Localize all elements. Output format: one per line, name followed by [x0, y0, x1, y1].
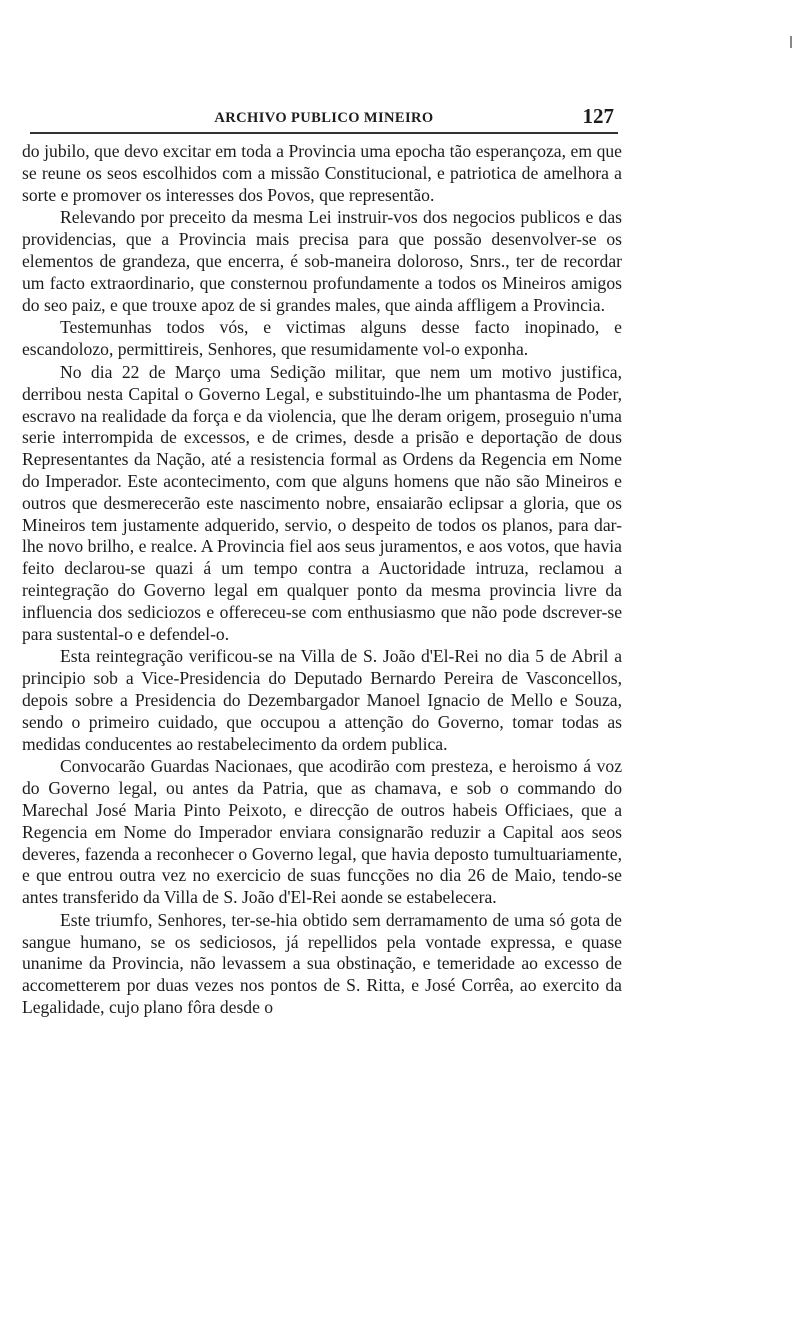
paragraph: Convocarão Guardas Nacionaes, que acodirão com presteza, e heroismo á voz do Governo legal, ou antes da Patria, que as chamava, e sob o commando do Marechal José Maria Pinto Peixoto, e direcção de outros habeis Officiaes, que a Regencia em Nome do Imperador enviara consignarão reduzir a Capital aos seos deveres, fazenda a reconhecer o Governo legal, que havia deposto tumultuariamente, e que entrou outra vez no exercicio de suas funcções no dia 26 de Maio, tendo-se antes transferido da Villa de S. João d'El-Rei aonde se estabelecera.	[22, 756, 622, 908]
paragraph: Esta reintegração verificou-se na Villa de S. João d'El-Rei no dia 5 de Abril a principio sob a Vice-Presidencia do Deputado Bernardo Pereira de Vasconcellos, depois sobre a Presidencia do Dezembargador Manoel Ignacio de Mello e Souza, sendo o primeiro cuidado, que occupou a attenção do Governo, tomar todas as medidas conducentes ao restabelecimento da ordem publica.	[22, 646, 622, 754]
paragraph: Testemunhas todos vós, e victimas alguns desse facto inopinado, e escandolozo, permittireis, Senhores, que resumidamente vol-o exponha.	[22, 317, 622, 360]
paragraph: Relevando por preceito da mesma Lei instruir-vos dos negocios publicos e das providencias, que a Provincia mais precisa para que possão desenvolver-se os elementos de grandeza, que encerra, é sob-maneira doloroso, Snrs., ter de recordar um facto extraordinario, que consternou profundamente a todos os Mineiros amigos do seo paiz, e que trouxe apoz de si grandes males, que ainda affligem a Provincia.	[22, 207, 622, 315]
paragraph-continuation: do jubilo, que devo excitar em toda a Provincia uma epocha tão esperançoza, em que se reune os seos escolhidos com a missão Constitucional, e patriotica de amelhora a sorte e promover os interesses dos Povos, que representão.	[22, 141, 622, 205]
scan-edge-mark	[790, 36, 792, 48]
running-header	[30, 104, 618, 134]
paragraph: Este triumfo, Senhores, ter-se-hia obtido sem derramamento de uma só gota de sangue humano, se os sediciosos, já repellidos pela vontade expressa, e quase unanime da Provincia, não levassem a sua obstinação, e temeridade ao excesso de accometterem por duas vezes nos pontos de S. Ritta, e José Corrêa, ao exercito da Legalidade, cujo plano fôra desde o	[22, 909, 622, 1018]
body-text	[22, 141, 622, 1019]
header-rule	[30, 132, 618, 134]
paragraph: No dia 22 de Março uma Sedição militar, que nem um motivo justifica, derribou nesta Capital o Governo Legal, e substituindo-lhe um phantasma de Poder, escravo na realidade da força e da violencia, que lhe deram origem, proseguio n'uma serie interrompida de excessos, e de crimes, desde a prisão e deportação de dous Representantes da Nação, até a resistencia formal as Ordens da Regencia em Nome do Imperador. Este acontecimento, com que alguns homens que não são Mineiros e outros que desmerecerão este nascimento nobre, ensaiarão eclipsar a gloria, que os Mineiros tem justamente adquerido, servio, o despeito de todos os planos, para dar-lhe novo brilho, e realce. A Provincia fiel aos seus juramentos, e aos votos, que havia feito declarou-se quazi á um tempo contra a Auctoridade intruza, reclamou a reintegração do Governo legal em qualquer ponto da mesma provincia livre da influencia dos sediciozos e offereceu-se com enthusiasmo que não pode dscrever-se para sustental-o e defendel-o.	[22, 361, 622, 644]
header-title: ARCHIVO PUBLICO MINEIRO	[214, 110, 434, 126]
page-number: 127	[582, 104, 614, 128]
